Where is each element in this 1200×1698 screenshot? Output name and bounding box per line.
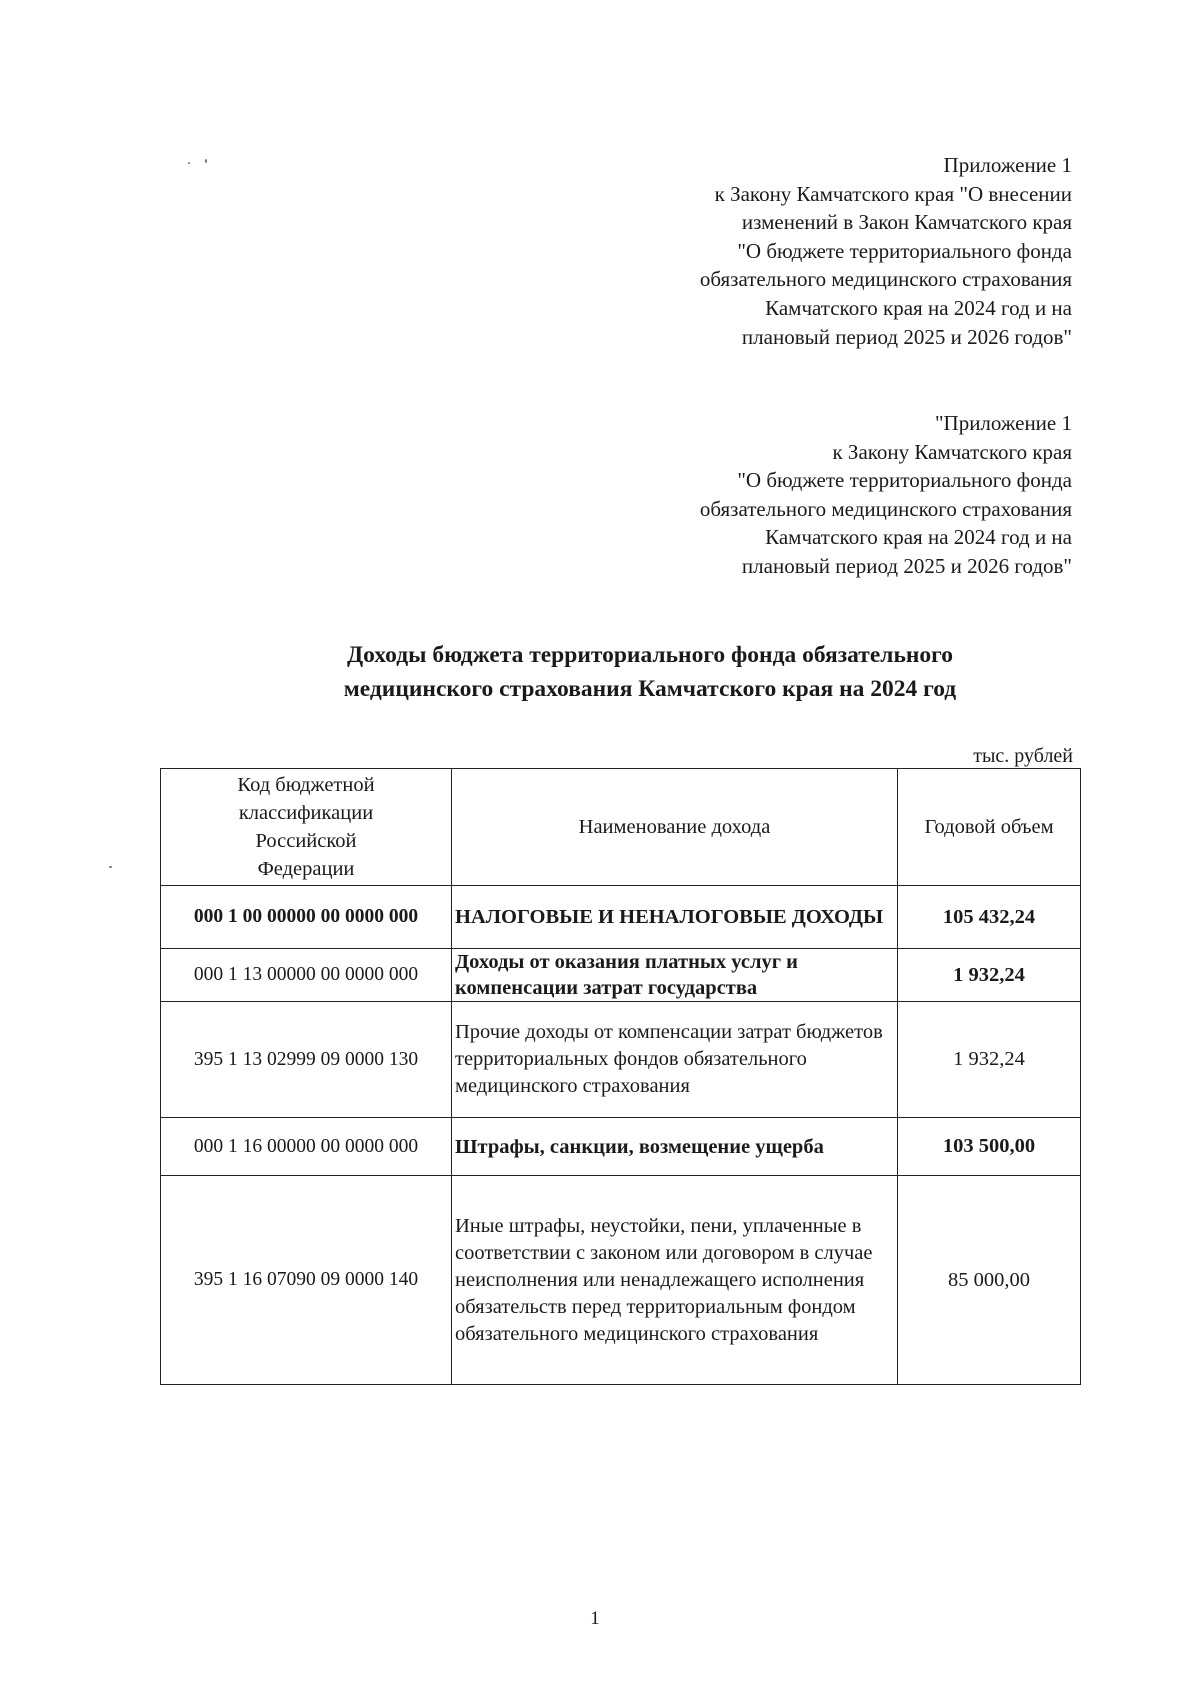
original-appendix-header — [700, 409, 1072, 581]
row-name: Прочие доходы от компенсации затрат бюджетов территориальных фондов обязательного медицинского страхования — [452, 1002, 898, 1118]
row-code: 000 1 16 00000 00 0000 000 — [161, 1118, 452, 1176]
table-header-row — [161, 769, 1081, 886]
table-row — [161, 949, 1081, 1002]
appendix-header-line: изменений в Закон Камчатского края — [741, 210, 1072, 235]
appendix-header-line: плановый период 2025 и 2026 годов" — [741, 324, 1072, 349]
row-code: 395 1 13 02999 09 0000 130 — [161, 1002, 452, 1118]
scan-speck — [205, 159, 207, 163]
original-appendix-line: Камчатского края на 2024 год и на — [765, 525, 1072, 550]
original-appendix-line: плановый период 2025 и 2026 годов" — [741, 553, 1072, 578]
row-volume: 105 432,24 — [898, 886, 1081, 949]
appendix-header-line: Приложение 1 — [943, 153, 1072, 177]
table-row — [161, 886, 1081, 949]
row-name: Доходы от оказания платных услуг и компенсации затрат государства — [452, 949, 898, 1002]
scan-speck — [188, 162, 190, 164]
scan-speck — [109, 866, 112, 868]
table-row — [161, 1176, 1081, 1385]
header-volume: Годовой объем — [898, 769, 1081, 886]
row-volume: 85 000,00 — [898, 1176, 1081, 1385]
appendix-header-line: Камчатского края на 2024 год и на — [765, 295, 1072, 320]
header-code-text: Код бюджетной классификации Российской Федерации — [237, 774, 375, 880]
row-name: Иные штрафы, неустойки, пени, уплаченные в соответствии с законом или договором в случае неисполнения или ненадлежащего исполнения обязательств перед территориальным фондом обязательного медицинского страхования — [452, 1176, 898, 1385]
original-appendix-line: "Приложение 1 — [934, 411, 1072, 435]
appendix-header-line: обязательного медицинского страхования — [699, 267, 1072, 292]
row-code: 000 1 13 00000 00 0000 000 — [161, 949, 452, 1002]
table-row — [161, 1118, 1081, 1176]
appendix-header — [700, 151, 1072, 351]
row-code: 395 1 16 07090 09 0000 140 — [161, 1176, 452, 1385]
appendix-header-line: "О бюджете территориального фонда — [737, 238, 1072, 263]
original-appendix-line: "О бюджете территориального фонда — [737, 468, 1072, 493]
row-name: Штрафы, санкции, возмещение ущерба — [452, 1118, 898, 1176]
header-name: Наименование дохода — [452, 769, 898, 886]
row-volume: 1 932,24 — [898, 1002, 1081, 1118]
document-title-line: медицинского страхования Камчатского края на 2024 год — [343, 676, 957, 702]
row-volume: 103 500,00 — [898, 1118, 1081, 1176]
row-code: 000 1 00 00000 00 0000 000 — [161, 886, 452, 949]
document-title — [200, 638, 1100, 706]
row-name: НАЛОГОВЫЕ И НЕНАЛОГОВЫЕ ДОХОДЫ — [452, 886, 898, 949]
page-number: 1 — [590, 1608, 600, 1629]
header-code — [161, 769, 452, 886]
table-row — [161, 1002, 1081, 1118]
units-label: тыс. рублей — [973, 745, 1073, 767]
income-table — [160, 768, 1081, 1385]
row-volume: 1 932,24 — [898, 949, 1081, 1002]
original-appendix-line: обязательного медицинского страхования — [699, 496, 1072, 521]
document-title-line: Доходы бюджета территориального фонда обязательного — [346, 642, 954, 668]
original-appendix-line: к Закону Камчатского края — [832, 439, 1072, 464]
appendix-header-line: к Закону Камчатского края "О внесении — [714, 181, 1072, 206]
